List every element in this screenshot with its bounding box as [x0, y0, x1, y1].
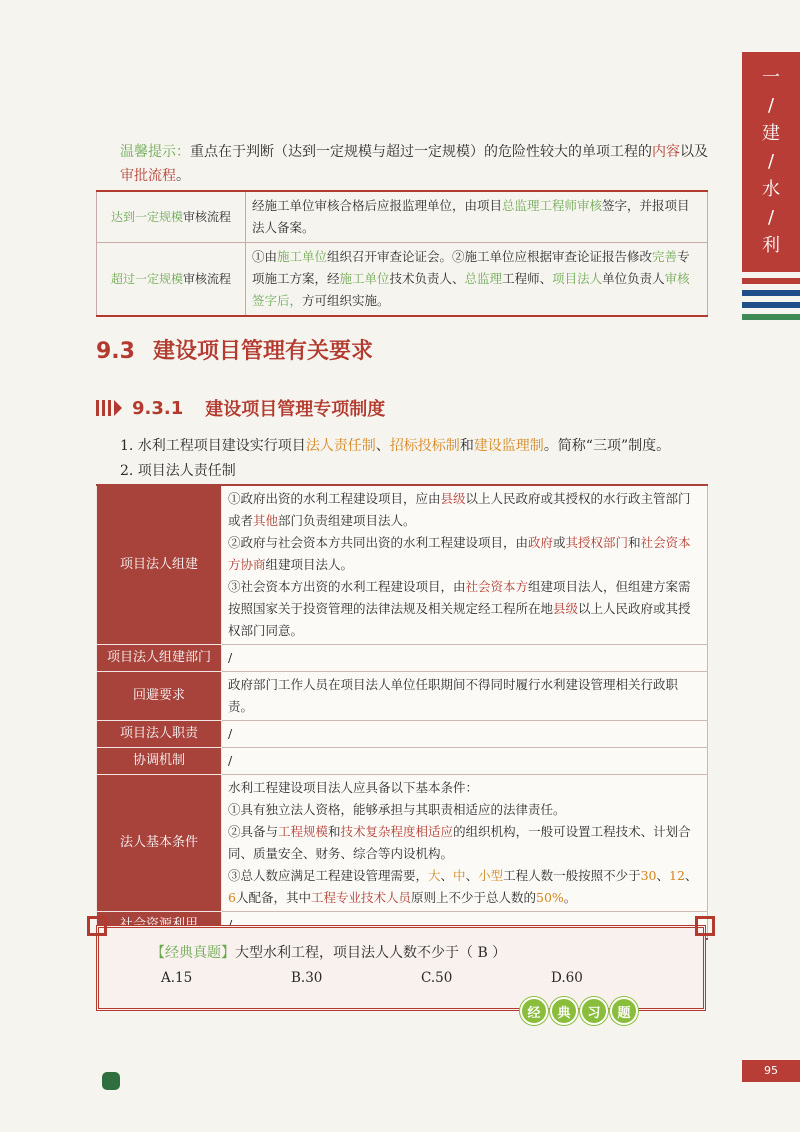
exam-option: B.30: [291, 970, 323, 986]
subsection-title: 建设项目管理专项制度: [205, 399, 386, 420]
table-row: [97, 748, 708, 775]
text-run: 和: [328, 824, 341, 839]
review-process-table: [96, 190, 708, 317]
text-run: 和: [459, 438, 474, 454]
side-tab-char: /: [767, 151, 775, 173]
text-run: 、: [440, 868, 454, 883]
row-content: 政府部门工作人员在项目法人单位任职期间不得同时履行水利建设管理相关行政职责。: [222, 672, 708, 721]
tip-text: 重点在于判断（达到一定规模与超过一定规模）的危险性较大的单项工程的: [190, 144, 652, 160]
row-header-plain: 审核流程: [183, 272, 232, 286]
subsection-number: 9.3.1: [132, 397, 184, 419]
text-highlight: 大: [428, 868, 441, 883]
text-run: ②具备与: [228, 824, 279, 839]
tip-highlight: 审批流程: [120, 168, 176, 184]
text-run: ①政府出资的水利工程建设项目，应由: [228, 491, 441, 506]
text-highlight: 6: [228, 890, 236, 905]
text-highlight: 30: [640, 868, 657, 883]
text-run: 原则上不少于总人数的: [410, 890, 536, 905]
side-tab-char: /: [767, 95, 775, 117]
text-run: 以上人民政府或其授权的水行政主管部门或者: [228, 491, 691, 528]
classic-exercise-badge: [520, 997, 638, 1025]
text-run: ②政府与社会资本方共同出资的水利工程建设项目，由: [228, 535, 529, 550]
text-run: 和: [628, 535, 641, 550]
exam-tag: 【经典真题】: [151, 945, 235, 961]
exam-question: [151, 942, 506, 962]
row-header: 项目法人职责: [97, 721, 222, 748]
row-header-colored: 超过一定规模: [110, 272, 183, 286]
text-run: 工程师、: [502, 271, 553, 286]
decor-stripe-green: [742, 314, 800, 320]
text-highlight: 50%: [536, 890, 564, 905]
text-run: 。: [563, 890, 577, 905]
row-header: 项目法人组建: [97, 485, 222, 645]
badge-char: 习: [580, 997, 608, 1025]
text-run: 工程人数一般按照不少于: [503, 868, 641, 883]
text-highlight: 其他: [253, 513, 279, 528]
side-tab-char: 水: [762, 178, 780, 200]
text-run: 以上人民政府或其授权部门同意。: [228, 601, 691, 638]
list-item: [228, 821, 701, 865]
text-highlight: 总监理工程师审核: [502, 198, 603, 213]
text-highlight: 12: [669, 868, 685, 883]
text-run: 组建项目法人。: [265, 557, 354, 572]
tip-highlight: 内容: [652, 144, 680, 160]
heading-bars-icon: [96, 400, 122, 416]
row-header-colored: 达到一定规模: [110, 210, 183, 224]
table-row: [97, 672, 708, 721]
side-tab-char: 一: [762, 67, 780, 89]
text-run: 专项施工方案，经: [252, 249, 690, 286]
decor-stripe-blue: [742, 302, 800, 308]
tip-text: 。: [176, 168, 190, 184]
table-row: [97, 485, 708, 645]
table-row: [97, 721, 708, 748]
text-highlight: 中: [453, 868, 466, 883]
row-header: [97, 191, 246, 243]
text-run: 经施工单位审核合格后应报监理单位，由项目: [252, 198, 503, 213]
table-row: [97, 243, 708, 317]
text-highlight: 小型: [478, 868, 504, 883]
badge-char: 经: [520, 997, 548, 1025]
row-content: /: [222, 721, 708, 748]
row-header-plain: 审核流程: [183, 210, 232, 224]
text-highlight: 招标投标制: [389, 438, 460, 454]
publisher-logo-icon: [102, 1072, 120, 1090]
chapter-side-tab: [742, 52, 800, 272]
text-run: ①由: [252, 249, 278, 264]
text-run: 。简称“三项”制度。: [543, 438, 671, 454]
row-header: 协调机制: [97, 748, 222, 775]
text-run: ③社会资本方出资的水利工程建设项目，由: [228, 579, 466, 594]
tip-note: [120, 140, 710, 188]
text-run: 组织召开审查论证会。②施工单位应根据审查论证报告修改: [327, 249, 653, 264]
text-run: ③总人数应满足工程建设管理需要，: [228, 868, 429, 883]
text-highlight: 施工单位: [277, 249, 328, 264]
tip-text: 以及: [680, 144, 708, 160]
row-header: 项目法人组建部门: [97, 645, 222, 672]
text-highlight: 法人责任制: [305, 438, 376, 454]
text-highlight: 技术复杂程度相适应: [340, 824, 454, 839]
row-content: [246, 191, 708, 243]
text-highlight: 工程规模: [278, 824, 329, 839]
text-run: 、: [465, 868, 479, 883]
text-highlight: 项目法人: [552, 271, 603, 286]
text-run: 技术负责人、: [389, 271, 465, 286]
text-run: 的组织机构，一般可设置工程技术、计划合同、质量安全、财务、综合等内设机构。: [228, 824, 691, 861]
badge-char: 题: [610, 997, 638, 1025]
text-highlight: 施工单位: [339, 271, 390, 286]
side-tab-char: 建: [762, 123, 780, 145]
table-row: [97, 191, 708, 243]
paragraph-heading: 2. 项目法人责任制: [120, 463, 236, 479]
table-row: [97, 775, 708, 912]
page-number: 95: [742, 1060, 800, 1082]
row-content: [246, 243, 708, 317]
text-highlight: 县级: [440, 491, 466, 506]
text-run: 、: [684, 868, 698, 883]
text-highlight: 总监理: [464, 271, 503, 286]
text-highlight: 县级: [553, 601, 579, 616]
side-tab-char: 利: [762, 234, 780, 256]
section-heading: [96, 334, 373, 365]
subsection-heading: [96, 395, 385, 421]
row-content: [222, 775, 708, 912]
text-run: 、: [375, 438, 390, 454]
row-content: /: [222, 748, 708, 775]
badge-char: 典: [550, 997, 578, 1025]
list-intro: 水利工程建设项目法人应具备以下基本条件：: [228, 780, 479, 795]
decor-stripe-red: [742, 278, 800, 284]
text-highlight: 审核签字后，: [252, 271, 690, 308]
text-run: 单位负责人: [602, 271, 665, 286]
text-run: 部门负责组建项目法人。: [278, 513, 416, 528]
side-tab-char: /: [767, 206, 775, 228]
row-header: [97, 243, 246, 317]
text-highlight: 社会资本方: [465, 579, 529, 594]
row-header: 回避要求: [97, 672, 222, 721]
table-row: [97, 645, 708, 672]
tip-label: 温馨提示：: [120, 144, 190, 160]
list-item: ①具有独立法人资格，能够承担与其职责相适应的法律责任。: [228, 802, 566, 817]
legal-person-table: [96, 484, 708, 940]
text-highlight: 工程专业技术人员: [310, 890, 411, 905]
row-header: 法人基本条件: [97, 775, 222, 912]
text-run: 签字，并报项目法人备案。: [252, 198, 690, 235]
text-highlight: 建设监理制: [473, 438, 544, 454]
text-run: 、: [656, 868, 670, 883]
text-highlight: 政府: [528, 535, 554, 550]
paragraph: [120, 434, 670, 458]
text-highlight: 社会资本方协商: [228, 535, 691, 572]
exam-question-text: 大型水利工程，项目法人人数不少于（ B ）: [235, 945, 507, 961]
list-item: [228, 576, 701, 642]
text-run: 1. 水利工程项目建设实行项目: [120, 438, 306, 454]
text-run: 人配备，其中: [235, 890, 311, 905]
section-number: 9.3: [96, 339, 135, 364]
row-content: /: [222, 645, 708, 672]
text-highlight: 完善: [652, 249, 678, 264]
text-highlight: 其授权部门: [565, 535, 629, 550]
text-run: 或: [553, 535, 566, 550]
decor-stripe-blue: [742, 290, 800, 296]
section-title: 建设项目管理有关要求: [152, 339, 373, 364]
text-run: 组建项目法人，但组建方案需按照国家关于投资管理的法律法规及相关规定经工程所在地: [228, 579, 691, 616]
exam-option: D.60: [551, 970, 583, 986]
exam-options: [161, 970, 681, 986]
text-run: 方可组织实施。: [302, 293, 390, 308]
list-item: [228, 488, 701, 532]
list-item: [228, 865, 701, 909]
exam-option: A.15: [161, 970, 193, 986]
list-item: [228, 532, 701, 576]
row-content: [222, 485, 708, 645]
exam-option: C.50: [421, 970, 453, 986]
